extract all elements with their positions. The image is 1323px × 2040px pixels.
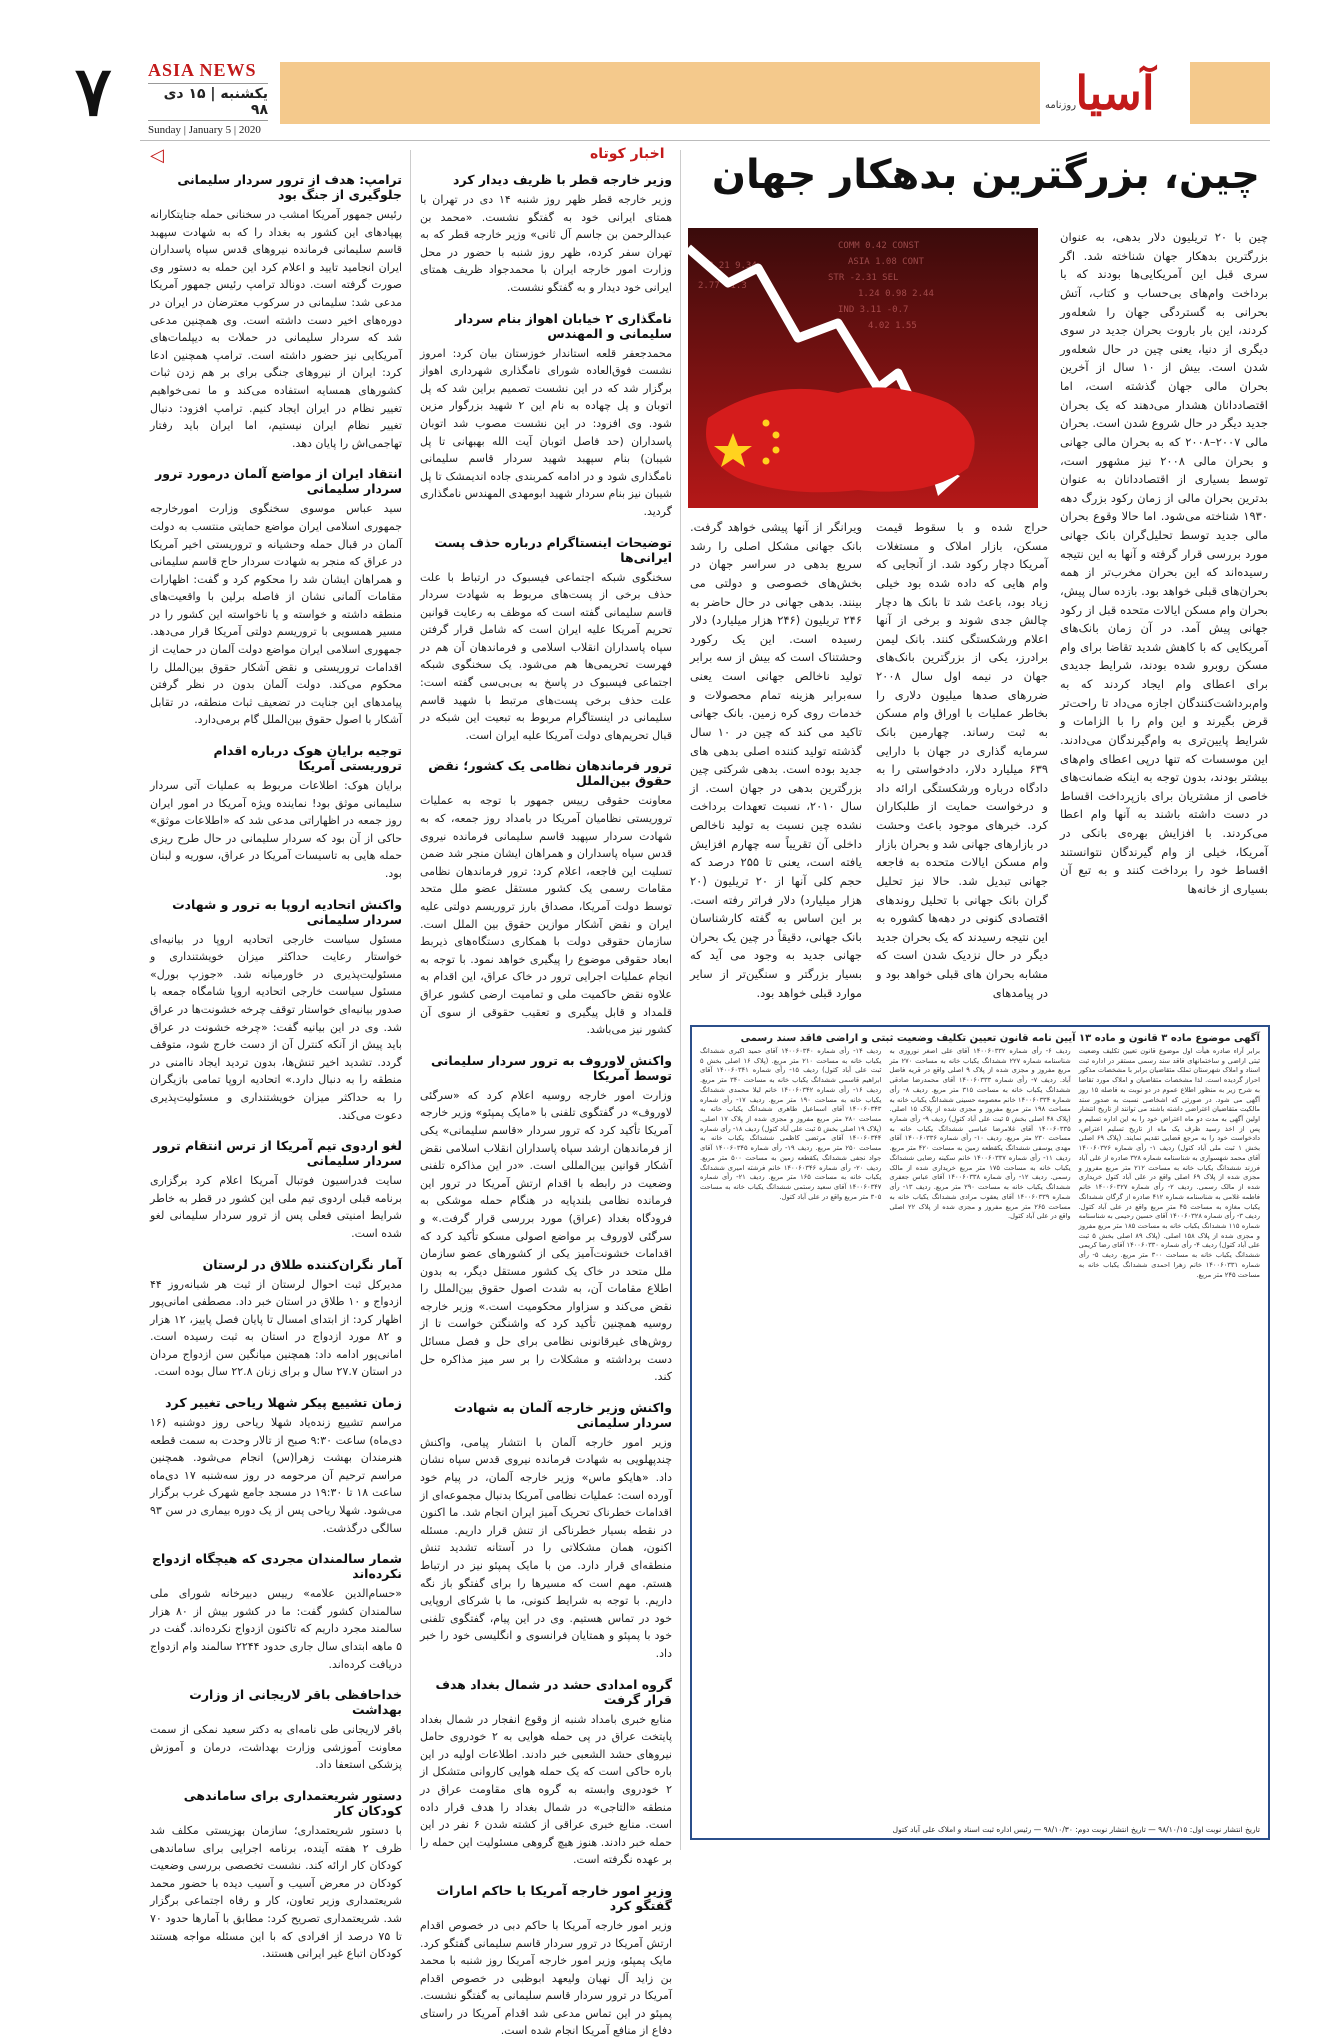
news-item	[150, 897, 402, 1125]
news-item	[150, 1138, 402, 1242]
news-title: لغو اردوی تیم آمریکا از ترس انتقام ترور سردار سلیمانی	[153, 1138, 402, 1169]
news-item	[420, 1053, 672, 1386]
svg-text:COMM 0.42 CONST: COMM 0.42 CONST	[838, 241, 920, 251]
news-body: وزیر خارجه قطر ظهر روز شنبه ۱۴ دی در تهران با همتای ایرانی خود به گفتگو نشست. «محمد بن عبدالرحمن بن جاسم آل ثانی» وزیر خارجه قطر که به تهران سفر کرده، ظهر روز شنبه با حضور در محل وزارت امور خارجه ایران با محمدجواد ظریف همتای ایرانی خود دیدار و به گفتگو نشست.	[420, 193, 672, 294]
news-item	[420, 1400, 672, 1663]
date-english: Sunday | January 5 | 2020	[148, 124, 261, 136]
lead-text-2: حراج شده و با سقوط قیمت مسکن، بازار املاک و مستغلات آمریکا دچار رکود شد. از آنجایی که وام هایی که داده شده بود خیلی زیاد بود، باعث شد تا بانک ها دچار چالش جدی شوند و برخی از آنها اعلام ورشکستگی کنند. بانک لیمن برادرز، یکی از بزرگترین بانک‌های جهان در نیمه اول سال ۲۰۰۸ ضررهای صدها میلیون دلاری را بخاطر عملیات با اوراق وام مسکن به ثبت رساند. چهارمین بانک سرمایه گذاری در جهان با دارایی ۶۳۹ میلیارد دلار، دادخواستی را به دادگاه درباره ورشکستگی ارائه داد و درخواست حمایت از طلبکاران کرد. خبرهای موجود باعث وحشت در بازارهای جهانی شد و بحران بازار وام مسکن ایالات متحده به فاجعه جهانی تبدیل شد. حالا نیز تحلیل گران بانک جهانی با تحلیل روندهای اقتصادی کنونی در دهه‌ها کشوره به این نتیجه رسیدند که یک بحران جدید دیگر در حال نزدیک شدن است که مشابه بحران های قبلی خواهد بود و در پیامدهای	[876, 520, 1048, 1000]
news-body: «حسام‌الدین علامه» رییس دبیرخانه شورای ملی سالمندان کشور گفت: ما در کشور بیش از ۸۰ هزار سالمند مجرد داریم که تاکنون ازدواج نکرده‌اند. گفت در ۵ ماهه ابتدای سال جاری حدود ۲۲۴۴ سالمند وام ازدواج دریافت کرده‌اند.	[150, 1587, 403, 1671]
news-item	[150, 172, 402, 452]
news-title: واکنش لاوروف به ترور سردار سلیمانی توسط آمریکا	[430, 1052, 672, 1083]
column-divider	[410, 150, 411, 1850]
news-item	[150, 1788, 402, 1963]
news-title: انتقاد ایران از مواضع آلمان درمورد ترور سردار سلیمانی	[155, 466, 402, 497]
news-item	[420, 758, 672, 1038]
news-item	[150, 1395, 402, 1537]
news-item	[150, 743, 402, 883]
news-item	[420, 535, 672, 745]
news-body: مراسم تشییع زنده‌یاد شهلا ریاحی روز دوشنبه (۱۶ دی‌ماه) ساعت ۹:۳۰ صبح از تالار وحدت به سمت قطعه هنرمندان بهشت زهرا(س) انجام می‌شود. همچنین مراسم ترحیم آن مرحومه در روز سه‌شنبه ۱۷ دی‌ماه ساعت ۱۸ تا ۱۹:۳۰ در مسجد جامع شهرک غرب برگزار می‌شود. شهلا ریاحی پس از یک دوره بیماری در سن ۹۳ سالگی درگذشت.	[150, 1416, 403, 1535]
news-title: توضیحات اینستاگرام درباره حذف پست ایرانی‌ها	[434, 534, 672, 565]
svg-text:STR -2.31 SEL: STR -2.31 SEL	[828, 273, 899, 283]
lead-headline: چین، بزرگترین بدهکار جهان	[711, 152, 1260, 198]
notice-columns	[700, 1047, 1260, 1817]
news-title: وزیر خارجه قطر با ظریف دیدار کرد	[453, 172, 672, 187]
date-persian: یکشنبه | ۱۵ دی ۹۸	[148, 83, 268, 121]
news-title: واکنش وزیر خارجه آلمان به شهادت سردار سلیمانی	[454, 1399, 672, 1430]
notice-column-b: ردیف ۶- رأی شماره ۱۴۰۰۶۰۳۳۲ آقای علی اصغر نوروزی به شناسنامه شماره ۲۲۷ ششدانگ یکباب خانه به مساحت ۲۷۰ متر مربع مفروز و مجزی شده از پلاک ۹ اصلی واقع در قریه فاضل آباد. ردیف ۷- رأی شماره ۱۴۰۰۶۰۳۳۳ آقای محمدرضا صادقی ششدانگ یکباب خانه به مساحت ۳۱۵ متر مربع. ردیف ۸- رأی شماره ۱۴۰۰۶۰۳۳۴ خانم معصومه حسینی ششدانگ یکباب خانه به مساحت ۱۹۸ متر مربع مفروز و مجزی شده از پلاک ۱۵ اصلی. (پلاک ۴۸ اصلی بخش ۵ ثبت علی آباد کتول) ردیف ۹- رأی شماره ۱۴۰۰۶۰۳۳۵ آقای غلامرضا عباسی ششدانگ یکباب خانه به مساحت ۲۳۰ متر مربع. ردیف ۱۰- رأی شماره ۱۴۰۰۶۰۳۳۶ آقای مهدی یوسفی ششدانگ یکقطعه زمین به مساحت ۴۲۰ متر مربع. ردیف ۱۱- رأی شماره ۱۴۰۰۶۰۳۳۷ خانم سکینه رضایی ششدانگ یکباب خانه به مساحت ۱۷۵ متر مربع خریداری شده از مالک رسمی. ردیف ۱۲- رأی شماره ۱۴۰۰۶۰۳۳۸ آقای عباس جعفری ششدانگ یکباب خانه به مساحت ۲۹۰ متر مربع. ردیف ۱۳- رأی شماره ۱۴۰۰۶۰۳۳۹ آقای یعقوب مرادی ششدانگ یکباب خانه به مساحت ۲۶۵ متر مربع مفروز و مجزی شده از پلاک ۲۲ اصلی واقع در علی آباد کتول.	[889, 1047, 1071, 1221]
svg-text:2.77 -1.3: 2.77 -1.3	[698, 281, 747, 291]
legal-notice-box	[690, 1025, 1270, 1840]
lead-column-2	[876, 518, 1048, 1008]
news-title: توجیه برایان هوک درباره اقدام تروریستی آمریکا	[213, 743, 402, 774]
news-body: باقر لاریجانی طی نامه‌ای به دکتر سعید نمکی از سمت معاونت آموزشی وزارت بهداشت، درمان و آموزش پزشکی استعفا داد.	[150, 1723, 402, 1772]
svg-text:4.02 1.55: 4.02 1.55	[868, 321, 917, 331]
logo-text: آسیا	[1075, 66, 1155, 120]
news-item	[420, 1677, 672, 1869]
notice-column-c: ردیف ۱۴- رأی شماره ۱۴۰۰۶۰۳۴۰ آقای حمید اکبری ششدانگ یکباب خانه به مساحت ۲۱۰ متر مربع. (پلاک ۱۶ اصلی بخش ۵ ثبت علی آباد کتول) ردیف ۱۵- رأی شماره ۱۴۰۰۶۰۳۴۱ آقای ابراهیم قاسمی ششدانگ یکباب خانه به مساحت ۳۴۰ متر مربع. ردیف ۱۶- رأی شماره ۱۴۰۰۶۰۳۴۲ خانم لیلا محمدی ششدانگ یکباب خانه به مساحت ۱۹۰ متر مربع. ردیف ۱۷- رأی شماره ۱۴۰۰۶۰۳۴۳ آقای اسماعیل طاهری ششدانگ یکباب خانه به مساحت ۲۸۰ متر مربع مفروز و مجزی شده از پلاک ۱۷ اصلی. (پلاک ۱۹ اصلی بخش ۵ ثبت علی آباد کتول) ردیف ۱۸- رأی شماره ۱۴۰۰۶۰۳۴۴ آقای مرتضی کاظمی ششدانگ یکباب خانه به مساحت ۲۵۰ متر مربع. ردیف ۱۹- رأی شماره ۱۴۰۰۶۰۳۴۵ آقای جواد نجفی ششدانگ یکقطعه زمین به مساحت ۵۰۰ متر مربع. ردیف ۲۰- رأی شماره ۱۴۰۰۶۰۳۴۶ خانم فرشته امیری ششدانگ یکباب خانه به مساحت ۱۶۵ متر مربع. ردیف ۲۱- رأی شماره ۱۴۰۰۶۰۳۴۷ آقای سعید رستمی ششدانگ یکباب خانه به مساحت ۳۰۵ متر مربع واقع در علی آباد کتول.	[700, 1047, 882, 1201]
news-body: سایت فدراسیون فوتبال آمریکا اعلام کرد برگزاری برنامه قبلی اردوی تیم ملی این کشور در قطر به خاطر شرایط امنیتی فعلی پس از ترور سردار سلیمانی لغو شده است.	[150, 1174, 402, 1240]
notice-title: آگهی موضوع ماده ۳ قانون و ماده ۱۳ آیین نامه قانون تعیین تکلیف وضعیت ثبتی و اراضی فاقد سند رسمی	[740, 1033, 1260, 1044]
news-body: معاونت حقوقی رییس جمهور با توجه به عملیات تروریستی نظامیان آمریکا در بامداد روز جمعه، که به شهادت سردار سپهبد قاسم سلیمانی فرمانده نیروی قدس سپاه پاسداران و همراهان ایشان منجر شد ضمن تسلیت این فاجعه، اعلام کرد: ترور فرماندهان نظامی مقامات رسمی یک کشور مستقل عضو ملل متحد توسط دولت آمریکا، مصداق بارز تروریسم دولتی علیه ایران و نقض آشکار موازین حقوق بین الملل است. سازمان حقوقی دولت با همکاری دستگاه‌های ذیربط ابعاد حقوقی موضوع را پیگیری خواهد نمود. با توجه به انجام عملیات اجرایی ترور در خاک عراق، این اقدام به علاوه نقض حاکمیت ملی و تمامیت ارضی کشور عراق قلمداد و قابل پیگیری و تعقیب حقوقی از سوی آن کشور نیز می‌باشد.	[420, 794, 672, 1037]
logo-subtitle: روزنامه	[1045, 100, 1077, 111]
news-title: آمار نگران‌کننده طلاق در لرستان	[202, 1256, 402, 1272]
svg-text:1.24 0.98 2.44: 1.24 0.98 2.44	[858, 289, 934, 299]
paper-name: ASIA NEWS	[148, 60, 257, 80]
news-body: برایان هوک: اطلاعات مربوط به عملیات آتی سردار سلیمانی موثق بود! نماینده ویژه آمریکا در امور ایران روز جمعه در اظهاراتی مدعی شد که «اطلاعات موثق» حاکی از آن بود که سردار سلیمانی در حال طرح ریزی حمله هایی به تاسیسات آمریکا در عراق، سوریه و لبنان بود.	[150, 779, 402, 880]
news-title: زمان تشییع پیکر شهلا ریاحی تغییر کرد	[165, 1395, 402, 1411]
news-item	[150, 1257, 402, 1382]
lead-column-3	[690, 518, 862, 1008]
news-title: نامگذاری ۲ خیابان اهواز بنام سردار سلیمانی و المهندس	[455, 310, 672, 341]
svg-text:8.21 9.34: 8.21 9.34	[708, 261, 757, 271]
news-body: محمدجعفر قلعه استاندار خوزستان بیان کرد: امروز نشست فوق‌العاده شورای نامگذاری شهرداری اهواز برگزار شد که در این نشست تصمیم براین شد که پل اتوبان و پل چهاده به نام این ۲ شهید بزرگوار مزین شود. وی افزود: در این نشست مصوب شد اتوبان پاسداران (حد فاصل اتوبان آیت الله بهبهانی تا پل شیبان) بنام سپهبد شهید سردار قاسم سلیمانی نامگذاری شود و در ادامه کمربندی جاده اندیمشک تا پل شیبان نیز بنام سردار شهید ابومهدی المهندس نامگذاری گردید.	[420, 346, 672, 518]
news-title: گروه امدادی حشد در شمال بغداد هدف قرار گرفت	[435, 1676, 672, 1707]
news-item	[150, 1687, 402, 1774]
news-item	[150, 1551, 402, 1673]
news-item	[420, 172, 672, 297]
news-body: با دستور شریعتمداری؛ سازمان بهزیستی مکلف شد ظرف ۲ هفته آینده، برنامه اجرایی برای ساماندهی کودکان کار ارائه کند. نشست تخصصی بررسی وضعیت کودکان در معرض آسیب و آسیب دیده با حضور محمد شریعتمداری وزیر تعاون، کار و رفاه اجتماعی برگزار شد. شریعتمداری تصریح کرد: مطابق با آمارها حدود ۷۰ تا ۷۵ درصد از افرادی که با این مسئله مواجه هستند کودکان اتباع غیر ایرانی هستند.	[150, 1823, 402, 1961]
news-column-left	[150, 172, 403, 1961]
news-body: سید عباس موسوی سخنگوی وزارت امورخارجه جمهوری اسلامی ایران مواضع حمایتی منتسب به دولت آلمان در قبال حمله وحشیانه و تروریستی اخیر آمریکا در عراق که منجر به شهادت سردار حاج قاسم سلیمانی و همراهان ایشان شد را محکوم کرد و گفت: اظهارات مقامات آلمانی نشان از فاصله برلین با واقعیت‌های منطقه داشته و خواسته و یا ناخواسته این کشور را در مسیر همسویی با تروریسم دولتی آمریکا قرار می‌دهد. جمهوری اسلامی ایران مواضع دولت آلمان در حمایت از اقدامات تروریستی و نقض آشکار حقوق بین‌الملل را محکوم می‌کند. دولت آلمان بدون در نظر گرفتن پیامدهای این جنایت در تضعیف ثبات منطقه، در تقابل آشکار با اصول حقوق بین‌الملل گام برمی‌دارد.	[150, 502, 402, 727]
news-item	[420, 1883, 672, 2040]
news-title: خداحافظی باقر لاریجانی از وزارت بهداشت	[189, 1687, 402, 1718]
news-body: مدیرکل ثبت احوال لرستان از ثبت هر شبانه‌روز ۴۴ ازدواج و ۱۰ طلاق در استان خبر داد. مصطفی امانی‌پور اظهار کرد: از ابتدای امسال تا پایان فصل پاییز، ۱۲ هزار و ۸۲ مورد ازدواج در استان به ثبت رسیده است. امانی‌پور ادامه داد: همچنین میانگین سن ازدواج مردان در استان ۲۷.۷ سال و برای زنان ۲۲.۸ سال بوده است.	[150, 1277, 403, 1379]
news-body: منابع خبری بامداد شنبه از وقوع انفجار در شمال بغداد پایتخت عراق در پی حمله هوایی به ۲ خودروی حامل نیروهای حشد الشعبی خبر دادند. اطلاعات اولیه در این باره حاکی است که یک حمله هوایی کاروانی متشکل از ۲ خودروی وابسته به گروه های مقاومت عراق در منطقه «التاجی» در شمال بغداد را هدف قرار داده است. منابع خبری عراقی از کشته شدن ۶ نفر در این حمله خبر دادند. هنوز هیچ گروهی مسئولیت این حمله را بر عهده نگرفته است.	[420, 1712, 673, 1867]
svg-text:ASIA 1.08 CONT: ASIA 1.08 CONT	[848, 257, 924, 267]
page-number: ۷	[75, 52, 112, 132]
news-item	[420, 311, 672, 521]
news-body: وزیر امور خارجه آلمان با انتشار پیامی، واکنش چندپهلویی به شهادت فرمانده نیروی قدس سپاه نشان داد. «هایکو ماس» وزیر خارجه آلمان، در پیام خود آورده است: عملیات نظامی آمریکا بدنبال مجموعه‌ای از اقدامات خطرناک تحریک آمیز ایران انجام شد. ما اکنون در نقطه بسیار خطرناکی از تنش قرار داریم. مسئله اکنون، همان مشکلاتی را در آستانه تشدید تنش منطقه‌ای قرار دارد. من با مایک پمپئو نیز در ارتباط هستم. مهم است که مسیرها را برای گفتگو باز نگه داریم. با توجه به شرایط کنونی، ما با شرکای اروپایی خود در تماس هستیم. وی در این پیام، گفتگوی تلفنی خود با پمپئو و همتایان فرانسوی و انگلیسی خود را خبر داد.	[420, 1435, 672, 1660]
news-body: وزیر امور خارجه آمریکا با حاکم دبی در خصوص اقدام ارتش آمریکا در ترور سردار قاسم سلیمانی گفتگو کرد. مایک پمپئو، وزیر امور خارجه آمریکا روز شنبه با محمد بن زاید آل نهیان ولیعهد ابوظبی در خصوص اقدام آمریکا در ترور سردار قاسم سلیمانی به گفتگو نشست. پمپئو در این تماس مدعی شد اقدام آمریکا در راستای دفاع از منافع آمریکا انجام شده است.	[420, 1918, 672, 2038]
column-divider	[680, 150, 681, 1850]
header-info	[148, 60, 268, 136]
news-body: وزارت امور خارجه روسیه اعلام کرد که «سرگئی لاوروف» در گفتگوی تلفنی با «مایک پمپئو» وزیر خارجه آمریکا تأکید کرد که ترور سردار «قاسم سلیمانی» یکی از فرماندهان ارشد سپاه پاسداران انقلاب اسلامی نقض آشکار قوانین بین‌المللی است. «در این مذاکره تلفنی وضعیت در رابطه با اقدام ارتش آمریکا در ترور این فرمانده نظامی بلندپایه در هنگام حمله موشکی به فرودگاه بغداد (عراق) مورد بررسی قرار گرفت.» و سرگئی لاوروف بر مواضع اصولی مسکو تأکید کرد که اقدامات خشونت‌آمیز یکی از کشورهای عضو سازمان ملل متحد در خاک یک کشور مستقل دیگر، به بدون اطلاع مقامات آن، به شدت اصول حقوق بین‌الملل را نقض می‌کند و سزاوار محکومیت است.» وزیر خارجه روسیه همچنین تأکید کرد که واشنگتن خواست تا از روش‌های غیرقانونی نظامی برای حل و فصل مسائل دست برداشته و مشکلات را بر سر میز مذاکره حل کند.	[420, 1088, 672, 1384]
news-title: شمار سالمندان مجردی که هیچگاه ازدواج نکرده‌اند	[152, 1551, 402, 1582]
news-body: سخنگوی شبکه اجتماعی فیسبوک در ارتباط با علت حذف برخی از پست‌های مربوط به شهادت سردار قاسم سلیمانی گفته است که موظف به رعایت قوانین تحریم آمریکا علیه ایران است که شامل قرار گرفتن سپاه پاسداران انقلاب اسلامی و فرماندهان آن هم در فهرست تحریمی‌ها هم می‌شود. یک سخنگوی شبکه اجتماعی فیسبوک در پاسخ به بی‌بی‌سی گفته است: علت حذف برخی پست‌های مرتبط با شهید قاسم سلیمانی در اینستاگرام مربوط به تبعیت این شبکه در قبال تحریم‌های دولت آمریکا علیه ایران است.	[420, 570, 672, 742]
header-divider	[140, 140, 1270, 141]
falling-chart-china-flag-icon	[688, 228, 1038, 508]
news-title: وزیر امور خارجه آمریکا با حاکم امارات گفتگو کرد	[436, 1882, 672, 1913]
masthead-logo	[1040, 52, 1190, 134]
news-title: ترامپ: هدف از ترور سردار سلیمانی جلوگیری از جنگ بود	[177, 172, 402, 202]
notice-column-a: برابر آراء صادره هیأت اول موضوع قانون تعیین تکلیف وضعیت ثبتی اراضی و ساختمانهای فاقد سند رسمی مستقر در اداره ثبت اسناد و املاک شهرستان تملک متقاضیان برابر با مشخصات مذکور احراز گردیده است. لذا مشخصات متقاضیان و املاک مورد تقاضا به شرح زیر به منظور اطلاع عموم در دو نوبت به فاصله ۱۵ روز آگهی می شود. در صورتی که اشخاصی نسبت به صدور سند مالکیت متقاضیان اعتراضی داشته باشند می توانند از تاریخ انتشار اولین آگهی به مدت دو ماه اعتراض خود را به این اداره تسلیم و پس از اخذ رسید ظرف یک ماه از تاریخ تسلیم اعتراض، دادخواست خود را به مرجع قضایی تقدیم نمایند. (پلاک ۶۹ اصلی بخش ۱ ثبت ملی آباد کتول) ردیف ۱- رأی شماره ۱۴۰۰۶۰۳۲۶ آقای محمد شهسواری به شناسنامه شماره ۳۲۸ صادره از علی آباد فرزند ششدانگ یکباب خانه به مساحت ۲۱۲ متر مربع مفروز و مجزی شده از پلاک ۶۹ اصلی واقع در علی آباد کتول خریداری شده از مالک رسمی. ردیف ۲- رأی شماره ۱۴۰۰۶۰۳۲۷ خانم فاطمه غلامی به شناسنامه شماره ۴۱۲ صادره از گرگان ششدانگ یکباب مغازه به مساحت ۴۵ متر مربع واقع در علی آباد کتول. ردیف ۳- رأی شماره ۱۴۰۰۶۰۳۲۸ آقای حسین رحیمی به شناسنامه شماره ۱۱۵ ششدانگ یکباب خانه به مساحت ۱۸۵ متر مربع مفروز و مجزی شده از پلاک ۱۵۸ اصلی. (پلاک ۸۹ اصلی بخش ۵ ثبت علی آباد کتول) ردیف ۴- رأی شماره ۱۴۰۰۶۰۳۳۰ آقای رضا کریمی ششدانگ یکباب خانه به مساحت ۳۰۰ متر مربع. ردیف ۵- رأی شماره ۱۴۰۰۶۰۳۳۱ خانم زهرا احمدی ششدانگ یکباب خانه به مساحت ۲۴۵ متر مربع.	[1078, 1047, 1261, 1279]
news-column-center	[420, 172, 673, 2038]
notice-footer: تاریخ انتشار نوبت اول: ۹۸/۱۰/۱۵ — تاریخ انتشار نوبت دوم: ۹۸/۱۰/۳۰ — رئیس اداره ثبت اسناد و املاک علی آباد کتول	[892, 1825, 1260, 1834]
news-title: واکنش اتحادیه اروپا به ترور و شهادت سردار سلیمانی	[172, 896, 402, 927]
lead-text-1: چین با ۲۰ تریلیون دلار بدهی، به عنوان بزرگترین بدهکار جهان شناخته شد. اگر سری قبل این آمریکایی‌ها بودند که با برداخت وام‌های بی‌حساب و کتاب، آتش بحرانی به گستردگی جهان را شعله‌ور کردند، این بار باروت بحران جدید در سوی دیگری از دنیا، یعنی چین در حال شعله‌ور شدن است. بیش از ۱۰ سال از آخرین بحران مالی جهان گذشته است، اما اقتصاددانان هشدار می‌دهند که یک بحران جدید دیگر در حال شروع شدن است. بحران مالی ۲۰۰۷–۲۰۰۸ که به بحران مالی جهانی و بحران مالی ۲۰۰۸ نیز مشهور است، توسط بسیاری از اقتصاددانان به عنوان بدترین بحران مالی از زمان رکود بزرگ دهه ۱۹۳۰ شناخته می‌شود. اما حالا وقوع بحران مالی جدید توسط تحلیل‌گران بانک جهانی مورد بررسی قرار گرفته و آنها به این نتیجه رسیده‌اند که این بحران مخرب‌تر از همه بحران‌های قبلی خواهد بود. بازده سال پیش، بحران وام مسکن ایالات متحده قبل از رکود جهانی پیش آمد. در آن زمان بانک‌های آمریکایی که با کاهش شدید تقاضا برای وام مسکن روبرو شده بودند، شرایط جدیدی برای اعطای وام ایجاد کردند که به وام‌برداشت‌کنندگان اجازه می‌داد تا راحت‌تر قرض بگیرند و این وام را با الزامات و شرایط پایین‌تری به وام‌گیرندگان می‌دادند. این موسسات که تنها درپی اعطای وام‌های بیشتر بودند، بدون توجه به اینکه ضمانت‌های خاصی از مشتریان برای بازپرداخت اقساط در دست داشته باشند به آنها وام اعطا می‌کردند. با افزایش بهره‌ی بانکی در آمریکا، خیلی از وام گیرندگان نتوانستند اقساط خود را برداخت کنند و به تبع آن بسیاری از خانه‌ها	[1060, 230, 1268, 896]
svg-text:IND 3.11 -0.7: IND 3.11 -0.7	[838, 305, 909, 315]
lead-image	[688, 228, 1038, 508]
news-body: مسئول سیاست خارجی اتحادیه اروپا در بیانیه‌ای خواستار رعایت حداکثر میزان خویشتنداری و مسئولیت‌پذیری در خاورمیانه شد. «جوزپ بورل» مسئول سیاست خارجی اتحادیه اروپا شامگاه جمعه با صدور بیانیه‌ای خواستار توقف چرخه خشونت‌ها در عراق شد. وی در این بیانیه گفت: «چرخه خشونت در عراق باید پیش از آنکه کنترل آن از دست خارج شود، متوقف گردد. تشدید اخیر تنش‌ها، بدون تردید ایجاد ناامنی در منطقه را به دنبال دارد.» اتحادیه اروپا تمامی بازیگران را به حداکثر میزان خویشتنداری و مسئولیت‌پذیری دعوت می‌کند.	[150, 932, 402, 1122]
short-news-label: اخبار کوتاه	[590, 146, 665, 162]
news-title: ترور فرماندهان نظامی یک کشور؛ نقض حقوق بین‌الملل	[428, 758, 672, 789]
lead-column-1	[1060, 228, 1268, 1003]
news-item	[150, 466, 402, 729]
lead-text-3: ویرانگر از آنها پیشی خواهد گرفت. بانک جهانی مشکل اصلی را رشد سریع بدهی در سراسر جهان در بخش‌های خصوصی و دولتی می بینند. بدهی جهانی در حال حاضر به ۲۴۶ تریلیون (۲۴۶ هزار میلیارد) دلار رسیده است. این یک رکورد وحشتناک است که بیش از سه برابر تولید ناخالص جهانی است یعنی سه‌برابر هزینه تمام محصولات و خدمات روی کره زمین. بانک جهانی تاکید می کند که چین در ۱۰ سال گذشته تولید کننده اصلی بدهی های جدید بوده است. بدهی شرکتی چین بزرگترین بدهی در جهان است. از سال ۲۰۱۰، نسبت تعهدات برداخت نشده چین نسبت به تولید ناخالص داخلی آن تقریباً سه چهارم افزایش یافته است، یعنی تا ۲۵۵ درصد که حجم کلی آنها از ۲۰ تریلیون (۲۰ هزار میلیارد) دلار فراتر رفته است. بر این اساس به گفته کارشناسان بانک جهانی، دقیقاً در چین یک بحران جهانی جدید به وجود می آید که بسیار بزرگتر و سنگین‌تر از سایر موارد قبلی خواهد بود.	[690, 520, 862, 1000]
section-arrow-icon: ◁	[150, 145, 164, 166]
news-title: دستور شریعتمداری برای ساماندهی کودکان کار	[183, 1787, 402, 1818]
news-body: رئیس جمهور آمریکا امشب در سخنانی حمله جنایتکارانه پهپادهای این کشور به بغداد را که به شهادت سپهبد قاسم سلیمانی فرمانده نیروهای قدس سپاه پاسداران ایران انجامید تایید و اعلام کرد این حمله به دستور وی صورت گرفته است. دونالد ترامپ رئیس جمهور آمریکا مدعی شد: سلیمانی در سرکوب معترضان در ایران در دوره‌های اخیر دست داشته است. وی همچنین مدعی شد که سردار سلیمانی در حملات به دیپلمات‌های آمریکایی نیز حضور داشته است. ترامپ همچنین ادعا کرد: ایران از نیروهای جنگی برای بر هم زدن ثبات کشورهای همسایه استفاده می‌کند و ما نمی‌خواهیم تغییر نظام در ایران ایجاد کنیم. ترامپ افزود: دنبال تغییر نظام ایران نیستیم، اما ایران باید رفتار تهاجمی‌اش را پایان دهد.	[150, 208, 402, 450]
